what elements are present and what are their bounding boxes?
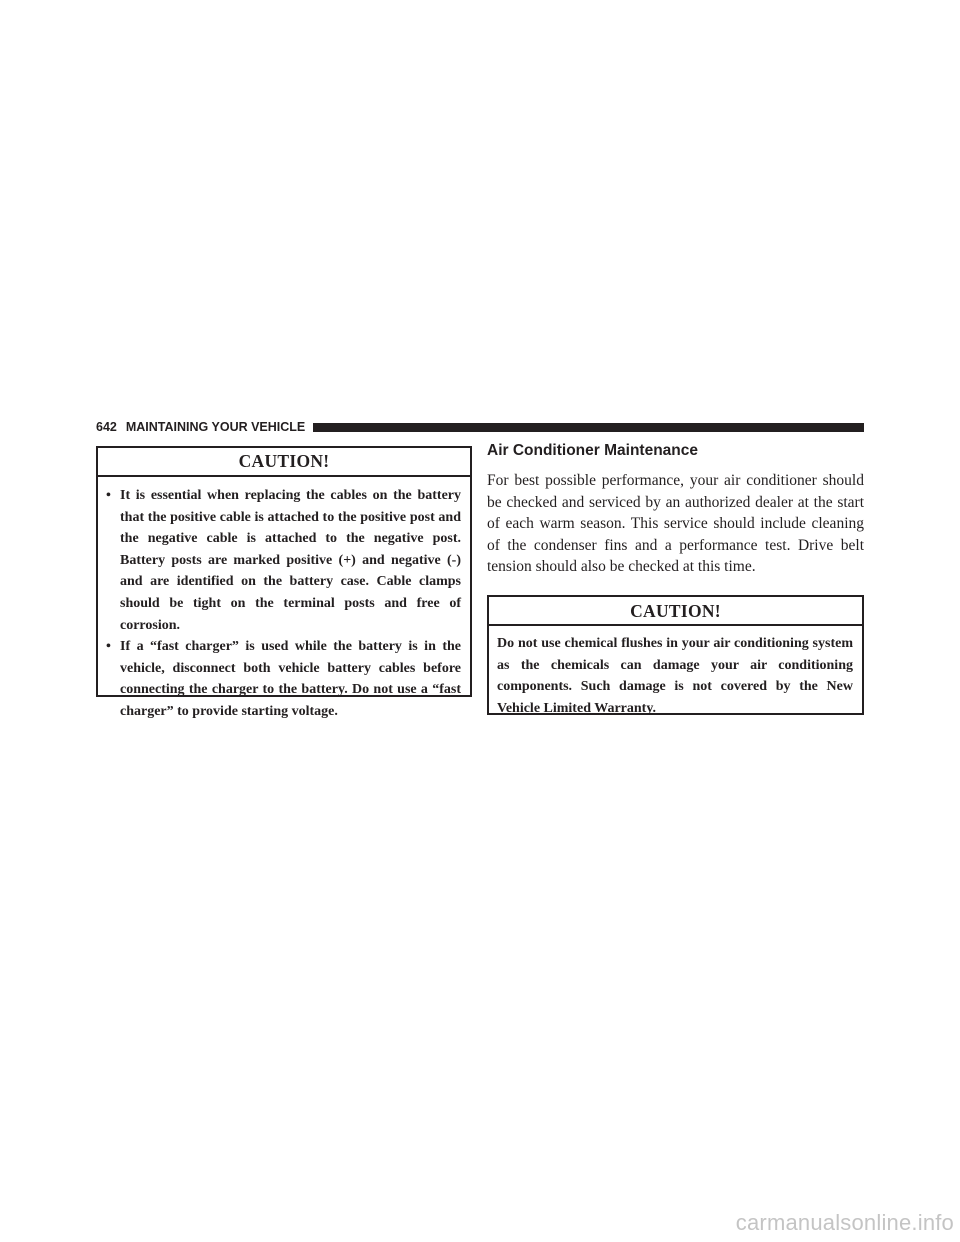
ac-section [487, 440, 864, 578]
caution-item [106, 636, 461, 722]
ac-heading: Air Conditioner Maintenance [487, 442, 698, 459]
page-number: 642 [96, 420, 117, 434]
caution-item [106, 485, 461, 636]
ac-paragraph: For best possible performance, your air conditioner should be checked and serviced by an authorized dealer at the start of each warm season. This service should include cleaning of the condenser fins and a performance test. Drive belt tension should also be checked at this time. [487, 472, 864, 576]
page-header [96, 420, 864, 434]
caution-item-text: It is essential when replacing the cables on the battery that the positive cable is attached to the positive post and the negative cable is attached to the negative post. Battery posts are marked positive (+) and negative (-) and are identified on the battery case. Cable clamps should be tight on the terminal posts and free of corrosion. [120, 488, 461, 633]
caution-title: CAUTION! [98, 448, 470, 477]
caution-box-ac [487, 595, 864, 715]
watermark: carmanualsonline.info [735, 1210, 954, 1235]
caution-text: Do not use chemical flushes in your air conditioning system as the chemicals can damage your air conditioning components. Such damage is not covered by the New Vehicle Limited Warranty. [497, 636, 853, 716]
caution-item-text: If a “fast charger” is used while the battery is in the vehicle, disconnect both vehicle battery cables before connecting the charger to the battery. Do not use a “fast charger” to provide starting voltage. [120, 639, 461, 719]
bullet-icon: • [106, 639, 111, 655]
caution-title: CAUTION! [489, 597, 862, 626]
header-rule [313, 423, 864, 432]
bullet-icon: • [106, 488, 111, 503]
caution-list [98, 477, 470, 723]
section-title: MAINTAINING YOUR VEHICLE [125, 420, 306, 434]
caution-box-battery [96, 446, 472, 719]
